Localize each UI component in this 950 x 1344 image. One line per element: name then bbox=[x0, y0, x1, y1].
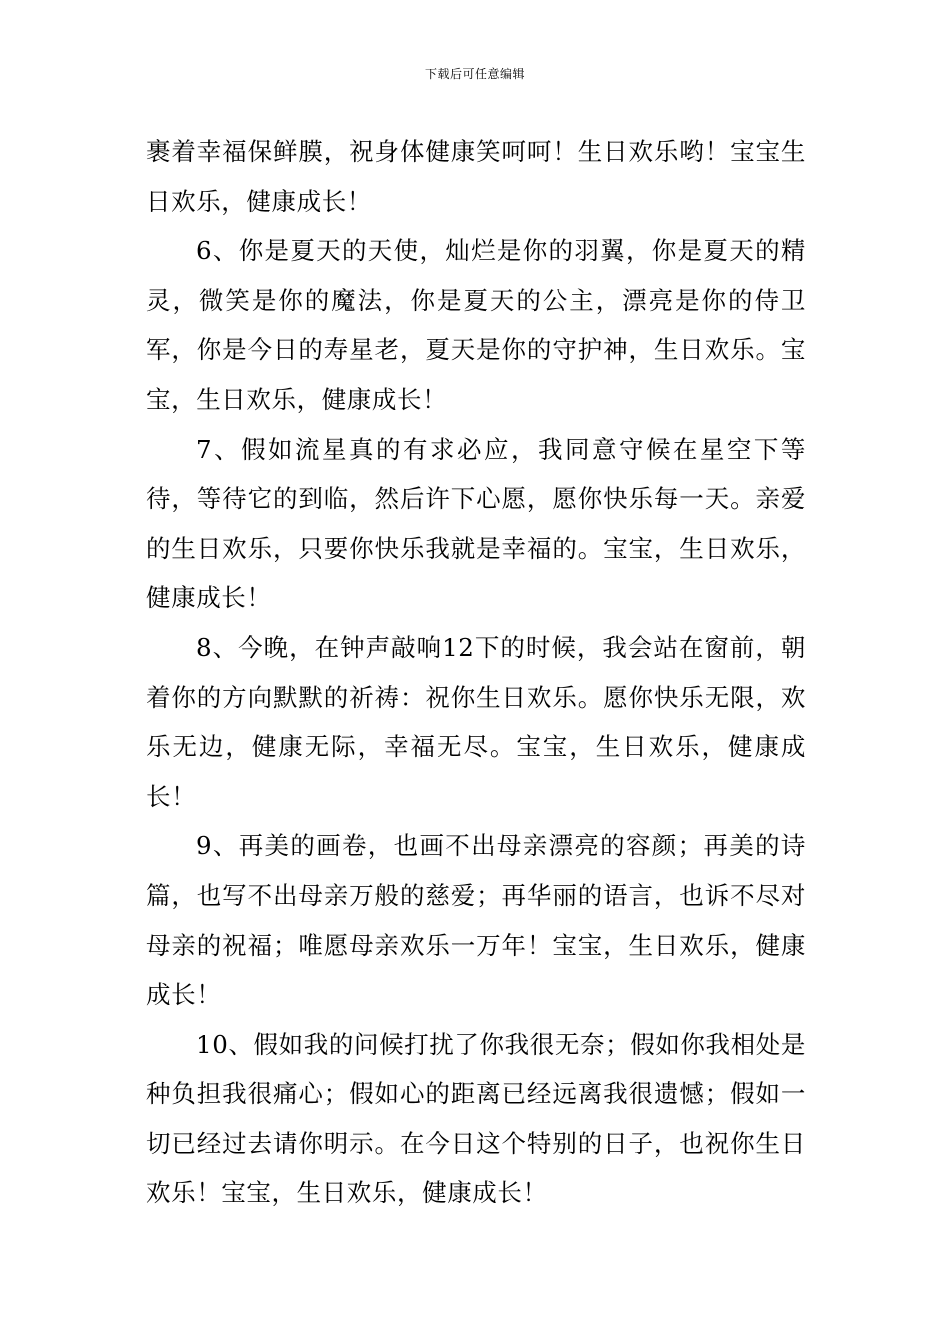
paragraph-item-7: 7、假如流星真的有求必应，我同意守候在星空下等待，等待它的到临，然后许下心愿，愿你快乐每一天。亲爱的生日欢乐，只要你快乐我就是幸福的。宝宝，生日欢乐，健康成长！ bbox=[146, 434, 806, 613]
paragraph-item-8: 8、今晚，在钟声敲响12下的时候，我会站在窗前，朝着你的方向默默的祈祷：祝你生日欢乐。愿你快乐无限，欢乐无边，健康无际，幸福无尽。宝宝，生日欢乐，健康成长！ bbox=[146, 632, 806, 811]
paragraph-continuation: 裹着幸福保鲜膜，祝身体健康笑呵呵！生日欢乐哟！宝宝生日欢乐，健康成长！ bbox=[146, 137, 806, 216]
paragraph-item-6: 6、你是夏天的天使，灿烂是你的羽翼，你是夏天的精灵，微笑是你的魔法，你是夏天的公主，漂亮是你的侍卫军，你是今日的寿星老，夏天是你的守护神，生日欢乐。宝宝，生日欢乐，健康成长！ bbox=[146, 236, 806, 414]
paragraph-item-9: 9、再美的画卷，也画不出母亲漂亮的容颜；再美的诗篇，也写不出母亲万般的慈爱；再华丽的语言，也诉不尽对母亲的祝福；唯愿母亲欢乐一万年！宝宝，生日欢乐，健康成长！ bbox=[146, 831, 806, 1010]
page-header: 下载后可任意编辑 bbox=[424, 67, 525, 81]
paragraph-item-10: 10、假如我的问候打扰了你我很无奈；假如你我相处是种负担我很痛心；假如心的距离已经远离我很遗憾；假如一切已经过去请你明示。在今日这个特别的日子，也祝你生日欢乐！宝宝，生日欢乐，健康成长！ bbox=[146, 1029, 806, 1208]
document-body bbox=[146, 127, 806, 1218]
